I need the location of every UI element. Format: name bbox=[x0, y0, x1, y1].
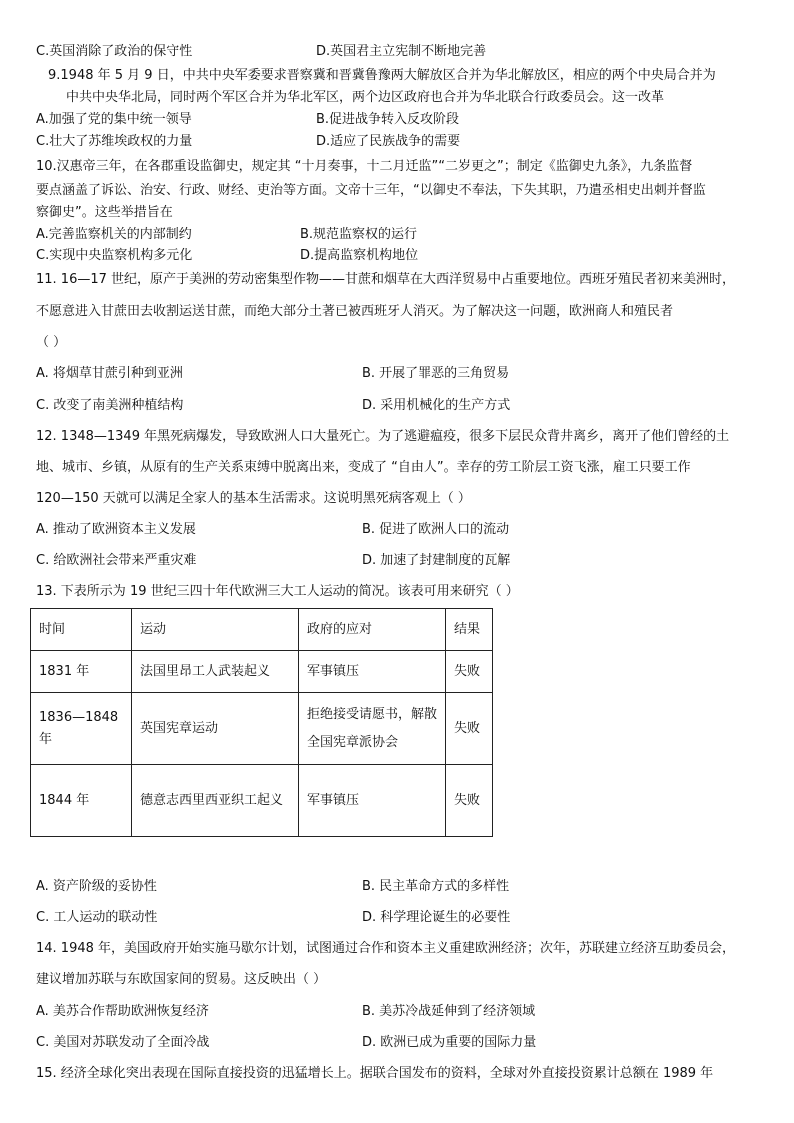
table-cell: 军事镇压 bbox=[299, 765, 446, 837]
q9-option-b: B.促进战争转入反攻阶段 bbox=[316, 112, 460, 127]
q11-stem-line2: 不愿意进入甘蔗田去收割运送甘蔗，而绝大部分土著已被西班牙人消灭。为了解决这一问题，欧洲商人和殖民者 bbox=[36, 304, 674, 319]
q8-option-d: D.英国君主立宪制不断地完善 bbox=[316, 44, 487, 59]
q12-stem-line1: 12. 1348—1349 年黑死病爆发，导致欧洲人口大量死亡。为了逃避瘟疫，很多下层民众背井离乡，离开了他们曾经的土 bbox=[36, 429, 730, 444]
table-header-cell: 运动 bbox=[132, 609, 299, 651]
q14-option-d: D. 欧洲已成为重要的国际力量 bbox=[362, 1035, 537, 1050]
q15-stem-line1: 15. 经济全球化突出表现在国际直接投资的迅猛增长上。据联合国发布的资料，全球对外直接投资累计总额在 1989 年 bbox=[36, 1066, 714, 1081]
labor-movements-table bbox=[30, 608, 493, 837]
q9-option-a: A.加强了党的集中统一领导 bbox=[36, 112, 192, 127]
q11-stem-line1: 11. 16—17 世纪，原产于美洲的劳动密集型作物——甘蔗和烟草在大西洋贸易中占重要地位。西班牙殖民者初来美洲时， bbox=[36, 272, 736, 287]
q9-option-d: D.适应了民族战争的需要 bbox=[316, 134, 461, 149]
q12-option-a: A. 推动了欧洲资本主义发展 bbox=[36, 522, 196, 537]
q10-option-d: D.提高监察机构地位 bbox=[300, 248, 419, 263]
q9-stem-line2: 中共中央华北局，同时两个军区合并为华北军区，两个边区政府也合并为华北联合行政委员会。这一改革 bbox=[66, 90, 665, 105]
q10-stem-line1: 10.汉惠帝三年，在各郡重设监御史，规定其 “十月奏事，十二月迁监”“二岁更之”；制定《监御史九条》，九条监督 bbox=[36, 159, 693, 174]
table-cell: 失败 bbox=[446, 693, 493, 765]
table-cell: 1836—1848 年 bbox=[31, 693, 132, 765]
table-cell: 法国里昂工人武装起义 bbox=[132, 651, 299, 693]
q13-option-b: B. 民主革命方式的多样性 bbox=[362, 879, 510, 894]
q14-option-b: B. 美苏冷战延伸到了经济领域 bbox=[362, 1004, 536, 1019]
q10-option-a: A.完善监察机关的内部制约 bbox=[36, 227, 192, 242]
q13-option-d: D. 科学理论诞生的必要性 bbox=[362, 910, 511, 925]
q14-option-a: A. 美苏合作帮助欧洲恢复经济 bbox=[36, 1004, 209, 1019]
q11-stem-line3: （ ） bbox=[36, 335, 67, 350]
q12-stem-line3: 120—150 天就可以满足全家人的基本生活需求。这说明黑死病客观上（ ） bbox=[36, 491, 471, 506]
q14-stem-line1: 14. 1948 年，美国政府开始实施马歇尔计划，试图通过合作和资本主义重建欧洲经济；次年，苏联建立经济互助委员会， bbox=[36, 941, 736, 956]
table-cell: 德意志西里西亚织工起义 bbox=[132, 765, 299, 837]
q14-option-c: C. 美国对苏联发动了全面冷战 bbox=[36, 1035, 210, 1050]
table-row bbox=[31, 765, 493, 837]
table-cell: 军事镇压 bbox=[299, 651, 446, 693]
q11-option-c: C. 改变了南美洲种植结构 bbox=[36, 398, 184, 413]
table-cell: 1844 年 bbox=[31, 765, 132, 837]
table-cell: 1831 年 bbox=[31, 651, 132, 693]
q13-option-c: C. 工人运动的联动性 bbox=[36, 910, 158, 925]
q10-option-c: C.实现中央监察机构多元化 bbox=[36, 248, 193, 263]
q10-stem-line2: 要点涵盖了诉讼、治安、行政、财经、吏治等方面。文帝十三年，“以御史不奉法，下失其职，乃遣丞相史出刺并督监 bbox=[36, 183, 706, 198]
q9-stem-line1: 9.1948 年 5 月 9 日，中共中央军委要求晋察冀和晋冀鲁豫两大解放区合并为华北解放区，相应的两个中央局合并为 bbox=[48, 68, 716, 83]
q12-stem-line2: 地、城市、乡镇，从原有的生产关系束缚中脱离出来，变成了 “自由人”。幸存的劳工阶层工资飞涨，雇工只要工作 bbox=[36, 460, 691, 475]
table-cell: 英国宪章运动 bbox=[132, 693, 299, 765]
q10-stem-line3: 察御史”。这些举措旨在 bbox=[36, 205, 173, 220]
q13-option-a: A. 资产阶级的妥协性 bbox=[36, 879, 157, 894]
table-header-cell: 政府的应对 bbox=[299, 609, 446, 651]
q11-option-d: D. 采用机械化的生产方式 bbox=[362, 398, 511, 413]
q12-option-b: B. 促进了欧洲人口的流动 bbox=[362, 522, 510, 537]
table-header-row bbox=[31, 609, 493, 651]
q9-option-c: C.壮大了苏维埃政权的力量 bbox=[36, 134, 193, 149]
table-row bbox=[31, 693, 493, 765]
table-header-cell: 结果 bbox=[446, 609, 493, 651]
q14-stem-line2: 建议增加苏联与东欧国家间的贸易。这反映出（ ） bbox=[36, 972, 327, 987]
q11-option-a: A. 将烟草甘蔗引种到亚洲 bbox=[36, 366, 183, 381]
q10-option-b: B.规范监察权的运行 bbox=[300, 227, 418, 242]
q12-option-c: C. 给欧洲社会带来严重灾难 bbox=[36, 553, 197, 568]
q13-stem-line1: 13. 下表所示为 19 世纪三四十年代欧洲三大工人运动的简况。该表可用来研究（ ） bbox=[36, 584, 519, 599]
table-row bbox=[31, 651, 493, 693]
table-header-cell: 时间 bbox=[31, 609, 132, 651]
table-cell: 失败 bbox=[446, 765, 493, 837]
q12-option-d: D. 加速了封建制度的瓦解 bbox=[362, 553, 511, 568]
q8-option-c: C.英国消除了政治的保守性 bbox=[36, 44, 193, 59]
table-cell: 失败 bbox=[446, 651, 493, 693]
table-cell: 拒绝接受请愿书，解散全国宪章派协会 bbox=[299, 693, 446, 765]
q11-option-b: B. 开展了罪恶的三角贸易 bbox=[362, 366, 510, 381]
